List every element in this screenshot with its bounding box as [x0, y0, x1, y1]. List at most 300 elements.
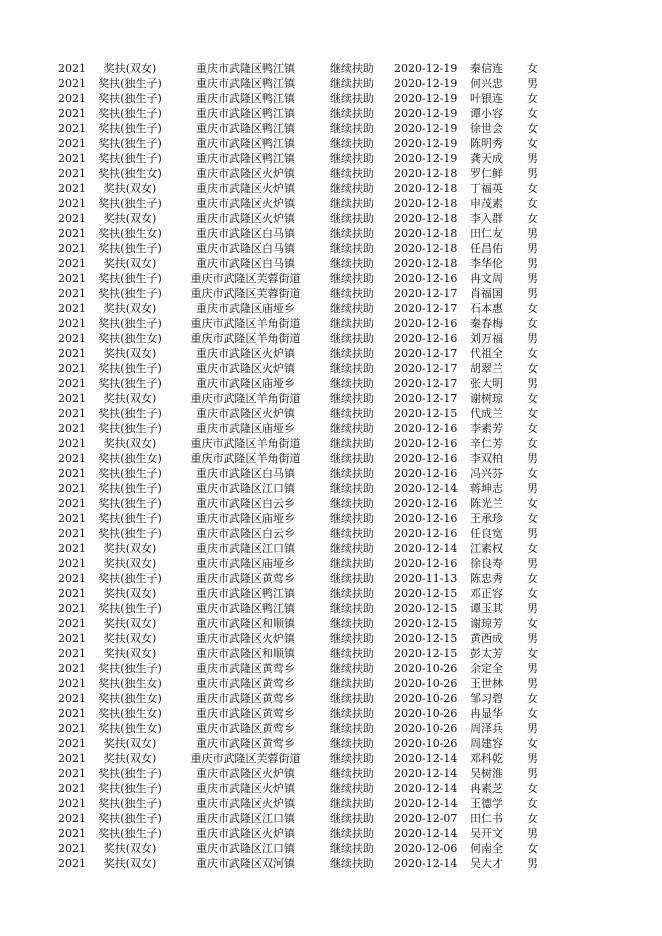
status-cell: 继续扶助: [330, 767, 374, 780]
status-cell: 继续扶助: [330, 437, 374, 450]
gender-cell: 女: [527, 512, 538, 525]
type-cell: 奖扶(独生子): [98, 482, 162, 495]
year-cell: 2021: [58, 647, 86, 660]
type-cell: 奖扶(独生子): [98, 77, 162, 90]
table-row: [0, 526, 662, 541]
gender-cell: 女: [527, 497, 538, 510]
type-cell: 奖扶(独生子): [98, 812, 162, 825]
status-cell: 继续扶助: [330, 152, 374, 165]
year-cell: 2021: [58, 842, 86, 855]
place-cell: 重庆市武隆区芙蓉街道: [190, 287, 301, 300]
name-cell: 辛仁芳: [470, 437, 503, 450]
year-cell: 2021: [58, 152, 86, 165]
year-cell: 2021: [58, 722, 86, 735]
table-row: [0, 241, 662, 256]
table-row: [0, 271, 662, 286]
date-cell: 2020-12-18: [394, 167, 458, 180]
gender-cell: 男: [527, 377, 538, 390]
type-cell: 奖扶(独生子): [98, 197, 162, 210]
gender-cell: 女: [527, 107, 538, 120]
name-cell: 王德学: [470, 797, 503, 810]
gender-cell: 男: [527, 332, 538, 345]
type-cell: 奖扶(独生子): [98, 497, 162, 510]
date-cell: 2020-12-16: [394, 497, 458, 510]
date-cell: 2020-12-15: [394, 632, 458, 645]
place-cell: 重庆市武隆区芙蓉街道: [190, 752, 301, 765]
gender-cell: 女: [527, 467, 538, 480]
gender-cell: 女: [527, 692, 538, 705]
table-row: [0, 331, 662, 346]
status-cell: 继续扶助: [330, 482, 374, 495]
date-cell: 2020-12-19: [394, 62, 458, 75]
place-cell: 重庆市武隆区庙垭乡: [196, 557, 295, 570]
gender-cell: 男: [527, 677, 538, 690]
status-cell: 继续扶助: [330, 572, 374, 585]
table-row: [0, 106, 662, 121]
type-cell: 奖扶(独生女): [98, 452, 162, 465]
name-cell: 申茂素: [470, 197, 503, 210]
date-cell: 2020-11-13: [394, 572, 458, 585]
place-cell: 重庆市武隆区火炉镇: [196, 167, 295, 180]
status-cell: 继续扶助: [330, 707, 374, 720]
status-cell: 继续扶助: [330, 62, 374, 75]
type-cell: 奖扶(独生子): [98, 512, 162, 525]
name-cell: 徐良寿: [470, 557, 503, 570]
year-cell: 2021: [58, 692, 86, 705]
place-cell: 重庆市武隆区和顺镇: [196, 617, 295, 630]
gender-cell: 女: [527, 782, 538, 795]
gender-cell: 女: [527, 347, 538, 360]
status-cell: 继续扶助: [330, 197, 374, 210]
table-row: [0, 61, 662, 76]
status-cell: 继续扶助: [330, 167, 374, 180]
table-row: [0, 706, 662, 721]
year-cell: 2021: [58, 797, 86, 810]
gender-cell: 女: [527, 572, 538, 585]
place-cell: 重庆市武隆区和顺镇: [196, 647, 295, 660]
status-cell: 继续扶助: [330, 602, 374, 615]
year-cell: 2021: [58, 737, 86, 750]
year-cell: 2021: [58, 62, 86, 75]
name-cell: 吴开文: [470, 827, 503, 840]
table-row: [0, 406, 662, 421]
place-cell: 重庆市武隆区白马镇: [196, 467, 295, 480]
gender-cell: 女: [527, 302, 538, 315]
status-cell: 继续扶助: [330, 557, 374, 570]
place-cell: 重庆市武隆区黄莺乡: [196, 707, 295, 720]
place-cell: 重庆市武隆区火炉镇: [196, 197, 295, 210]
type-cell: 奖扶(双女): [103, 257, 157, 270]
type-cell: 奖扶(独生女): [98, 692, 162, 705]
gender-cell: 女: [527, 842, 538, 855]
table-row: [0, 166, 662, 181]
type-cell: 奖扶(独生女): [98, 227, 162, 240]
date-cell: 2020-12-17: [394, 302, 458, 315]
place-cell: 重庆市武隆区白云乡: [196, 497, 295, 510]
table-row: [0, 226, 662, 241]
table-row: [0, 301, 662, 316]
year-cell: 2021: [58, 122, 86, 135]
table-row: [0, 856, 662, 871]
status-cell: 继续扶助: [330, 317, 374, 330]
year-cell: 2021: [58, 407, 86, 420]
type-cell: 奖扶(双女): [103, 617, 157, 630]
place-cell: 重庆市武隆区火炉镇: [196, 782, 295, 795]
status-cell: 继续扶助: [330, 692, 374, 705]
status-cell: 继续扶助: [330, 227, 374, 240]
place-cell: 重庆市武隆区江口镇: [196, 812, 295, 825]
name-cell: 王承珍: [470, 512, 503, 525]
gender-cell: 男: [527, 242, 538, 255]
date-cell: 2020-12-16: [394, 437, 458, 450]
date-cell: 2020-12-15: [394, 407, 458, 420]
table-row: [0, 571, 662, 586]
type-cell: 奖扶(双女): [103, 587, 157, 600]
place-cell: 重庆市武隆区羊角街道: [190, 437, 301, 450]
gender-cell: 男: [527, 272, 538, 285]
place-cell: 重庆市武隆区羊角街道: [190, 392, 301, 405]
status-cell: 继续扶助: [330, 857, 374, 870]
name-cell: 王世林: [470, 677, 503, 690]
table-row: [0, 181, 662, 196]
place-cell: 重庆市武隆区鸭江镇: [196, 122, 295, 135]
date-cell: 2020-12-16: [394, 527, 458, 540]
name-cell: 江素权: [470, 542, 503, 555]
year-cell: 2021: [58, 92, 86, 105]
table-row: [0, 796, 662, 811]
place-cell: 重庆市武隆区白马镇: [196, 227, 295, 240]
type-cell: 奖扶(双女): [103, 302, 157, 315]
status-cell: 继续扶助: [330, 647, 374, 660]
table-row: [0, 91, 662, 106]
table-row: [0, 826, 662, 841]
name-cell: 蒋坤志: [470, 482, 503, 495]
place-cell: 重庆市武隆区羊角街道: [190, 317, 301, 330]
gender-cell: 女: [527, 437, 538, 450]
data-table: [0, 61, 662, 871]
table-row: [0, 451, 662, 466]
date-cell: 2020-12-15: [394, 647, 458, 660]
place-cell: 重庆市武隆区鸭江镇: [196, 587, 295, 600]
type-cell: 奖扶(双女): [103, 437, 157, 450]
table-row: [0, 616, 662, 631]
date-cell: 2020-10-26: [394, 722, 458, 735]
place-cell: 重庆市武隆区火炉镇: [196, 767, 295, 780]
table-row: [0, 601, 662, 616]
gender-cell: 男: [527, 662, 538, 675]
name-cell: 张大明: [470, 377, 503, 390]
gender-cell: 女: [527, 647, 538, 660]
place-cell: 重庆市武隆区羊角街道: [190, 452, 301, 465]
gender-cell: 女: [527, 542, 538, 555]
name-cell: 任良宽: [470, 527, 503, 540]
place-cell: 重庆市武隆区火炉镇: [196, 632, 295, 645]
status-cell: 继续扶助: [330, 467, 374, 480]
type-cell: 奖扶(独生子): [98, 767, 162, 780]
date-cell: 2020-12-18: [394, 182, 458, 195]
gender-cell: 男: [527, 287, 538, 300]
place-cell: 重庆市武隆区庙垭乡: [196, 512, 295, 525]
table-row: [0, 361, 662, 376]
gender-cell: 男: [527, 452, 538, 465]
type-cell: 奖扶(独生子): [98, 572, 162, 585]
place-cell: 重庆市武隆区鸭江镇: [196, 602, 295, 615]
date-cell: 2020-12-16: [394, 452, 458, 465]
type-cell: 奖扶(独生子): [98, 92, 162, 105]
name-cell: 陈忠秀: [470, 572, 503, 585]
type-cell: 奖扶(独生子): [98, 272, 162, 285]
place-cell: 重庆市武隆区庙垭乡: [196, 377, 295, 390]
place-cell: 重庆市武隆区白马镇: [196, 257, 295, 270]
type-cell: 奖扶(双女): [103, 842, 157, 855]
gender-cell: 女: [527, 797, 538, 810]
status-cell: 继续扶助: [330, 257, 374, 270]
status-cell: 继续扶助: [330, 392, 374, 405]
status-cell: 继续扶助: [330, 92, 374, 105]
gender-cell: 女: [527, 317, 538, 330]
date-cell: 2020-12-16: [394, 512, 458, 525]
type-cell: 奖扶(双女): [103, 392, 157, 405]
name-cell: 吴树淮: [470, 767, 503, 780]
year-cell: 2021: [58, 272, 86, 285]
type-cell: 奖扶(独生子): [98, 422, 162, 435]
year-cell: 2021: [58, 362, 86, 375]
name-cell: 邓正容: [470, 587, 503, 600]
date-cell: 2020-12-19: [394, 107, 458, 120]
status-cell: 继续扶助: [330, 242, 374, 255]
gender-cell: 男: [527, 632, 538, 645]
place-cell: 重庆市武隆区白马镇: [196, 242, 295, 255]
table-row: [0, 841, 662, 856]
name-cell: 秦春梅: [470, 317, 503, 330]
date-cell: 2020-12-18: [394, 212, 458, 225]
date-cell: 2020-12-18: [394, 242, 458, 255]
gender-cell: 女: [527, 362, 538, 375]
type-cell: 奖扶(独生子): [98, 407, 162, 420]
status-cell: 继续扶助: [330, 782, 374, 795]
status-cell: 继续扶助: [330, 662, 374, 675]
date-cell: 2020-12-15: [394, 617, 458, 630]
gender-cell: 男: [527, 752, 538, 765]
type-cell: 奖扶(双女): [103, 647, 157, 660]
status-cell: 继续扶助: [330, 107, 374, 120]
gender-cell: 男: [527, 767, 538, 780]
table-row: [0, 481, 662, 496]
gender-cell: 男: [527, 152, 538, 165]
year-cell: 2021: [58, 827, 86, 840]
place-cell: 重庆市武隆区鸭江镇: [196, 92, 295, 105]
name-cell: 任昌佑: [470, 242, 503, 255]
table-row: [0, 316, 662, 331]
type-cell: 奖扶(独生子): [98, 122, 162, 135]
place-cell: 重庆市武隆区火炉镇: [196, 182, 295, 195]
gender-cell: 女: [527, 587, 538, 600]
status-cell: 继续扶助: [330, 797, 374, 810]
type-cell: 奖扶(独生子): [98, 602, 162, 615]
type-cell: 奖扶(独生子): [98, 827, 162, 840]
type-cell: 奖扶(独生子): [98, 137, 162, 150]
year-cell: 2021: [58, 422, 86, 435]
date-cell: 2020-12-16: [394, 272, 458, 285]
status-cell: 继续扶助: [330, 287, 374, 300]
name-cell: 田仁书: [470, 812, 503, 825]
name-cell: 代祖全: [470, 347, 503, 360]
table-row: [0, 511, 662, 526]
year-cell: 2021: [58, 347, 86, 360]
status-cell: 继续扶助: [330, 587, 374, 600]
type-cell: 奖扶(独生子): [98, 467, 162, 480]
gender-cell: 男: [527, 167, 538, 180]
gender-cell: 女: [527, 737, 538, 750]
year-cell: 2021: [58, 497, 86, 510]
gender-cell: 女: [527, 617, 538, 630]
name-cell: 邹习碧: [470, 692, 503, 705]
year-cell: 2021: [58, 542, 86, 555]
gender-cell: 女: [527, 392, 538, 405]
place-cell: 重庆市武隆区鸭江镇: [196, 62, 295, 75]
place-cell: 重庆市武隆区火炉镇: [196, 407, 295, 420]
status-cell: 继续扶助: [330, 302, 374, 315]
place-cell: 重庆市武隆区庙垭乡: [196, 422, 295, 435]
place-cell: 重庆市武隆区庙垭乡: [196, 302, 295, 315]
date-cell: 2020-12-17: [394, 287, 458, 300]
type-cell: 奖扶(独生子): [98, 287, 162, 300]
date-cell: 2020-12-14: [394, 827, 458, 840]
status-cell: 继续扶助: [330, 632, 374, 645]
date-cell: 2020-12-17: [394, 347, 458, 360]
gender-cell: 女: [527, 92, 538, 105]
date-cell: 2020-12-19: [394, 152, 458, 165]
table-row: [0, 736, 662, 751]
status-cell: 继续扶助: [330, 842, 374, 855]
gender-cell: 女: [527, 62, 538, 75]
table-row: [0, 721, 662, 736]
year-cell: 2021: [58, 557, 86, 570]
year-cell: 2021: [58, 137, 86, 150]
name-cell: 李素芳: [470, 422, 503, 435]
year-cell: 2021: [58, 662, 86, 675]
table-row: [0, 136, 662, 151]
date-cell: 2020-12-06: [394, 842, 458, 855]
status-cell: 继续扶助: [330, 212, 374, 225]
year-cell: 2021: [58, 587, 86, 600]
year-cell: 2021: [58, 782, 86, 795]
year-cell: 2021: [58, 812, 86, 825]
status-cell: 继续扶助: [330, 407, 374, 420]
type-cell: 奖扶(独生女): [98, 722, 162, 735]
type-cell: 奖扶(独生子): [98, 782, 162, 795]
year-cell: 2021: [58, 452, 86, 465]
date-cell: 2020-10-26: [394, 662, 458, 675]
place-cell: 重庆市武隆区鸭江镇: [196, 107, 295, 120]
type-cell: 奖扶(双女): [103, 542, 157, 555]
type-cell: 奖扶(独生女): [98, 167, 162, 180]
gender-cell: 男: [527, 257, 538, 270]
status-cell: 继续扶助: [330, 497, 374, 510]
gender-cell: 女: [527, 137, 538, 150]
date-cell: 2020-12-16: [394, 557, 458, 570]
gender-cell: 男: [527, 527, 538, 540]
date-cell: 2020-12-17: [394, 392, 458, 405]
name-cell: 陈明秀: [470, 137, 503, 150]
year-cell: 2021: [58, 482, 86, 495]
place-cell: 重庆市武隆区黄莺乡: [196, 662, 295, 675]
year-cell: 2021: [58, 332, 86, 345]
date-cell: 2020-10-26: [394, 677, 458, 690]
year-cell: 2021: [58, 527, 86, 540]
name-cell: 李入群: [470, 212, 503, 225]
year-cell: 2021: [58, 287, 86, 300]
gender-cell: 男: [527, 482, 538, 495]
year-cell: 2021: [58, 227, 86, 240]
table-row: [0, 466, 662, 481]
table-row: [0, 556, 662, 571]
date-cell: 2020-12-14: [394, 482, 458, 495]
year-cell: 2021: [58, 752, 86, 765]
date-cell: 2020-12-07: [394, 812, 458, 825]
gender-cell: 男: [527, 857, 538, 870]
status-cell: 继续扶助: [330, 677, 374, 690]
status-cell: 继续扶助: [330, 332, 374, 345]
date-cell: 2020-12-14: [394, 752, 458, 765]
date-cell: 2020-12-19: [394, 77, 458, 90]
gender-cell: 男: [527, 602, 538, 615]
name-cell: 刘万福: [470, 332, 503, 345]
table-row: [0, 661, 662, 676]
year-cell: 2021: [58, 107, 86, 120]
gender-cell: 男: [527, 557, 538, 570]
status-cell: 继续扶助: [330, 77, 374, 90]
date-cell: 2020-10-26: [394, 707, 458, 720]
type-cell: 奖扶(独生子): [98, 317, 162, 330]
place-cell: 重庆市武隆区羊角街道: [190, 332, 301, 345]
name-cell: 丁福英: [470, 182, 503, 195]
date-cell: 2020-12-14: [394, 797, 458, 810]
place-cell: 重庆市武隆区黄莺乡: [196, 737, 295, 750]
name-cell: 吴大才: [470, 857, 503, 870]
name-cell: 冉显华: [470, 707, 503, 720]
table-row: [0, 76, 662, 91]
year-cell: 2021: [58, 182, 86, 195]
table-row: [0, 376, 662, 391]
name-cell: 罗仁鲜: [470, 167, 503, 180]
table-row: [0, 766, 662, 781]
name-cell: 龚天成: [470, 152, 503, 165]
type-cell: 奖扶(独生子): [98, 527, 162, 540]
place-cell: 重庆市武隆区江口镇: [196, 482, 295, 495]
status-cell: 继续扶助: [330, 752, 374, 765]
name-cell: 谭玉其: [470, 602, 503, 615]
name-cell: 谭小容: [470, 107, 503, 120]
year-cell: 2021: [58, 632, 86, 645]
year-cell: 2021: [58, 602, 86, 615]
name-cell: 李华伦: [470, 257, 503, 270]
table-row: [0, 676, 662, 691]
table-row: [0, 751, 662, 766]
place-cell: 重庆市武隆区火炉镇: [196, 347, 295, 360]
place-cell: 重庆市武隆区黄莺乡: [196, 572, 295, 585]
name-cell: 何兴忠: [470, 77, 503, 90]
type-cell: 奖扶(双女): [103, 212, 157, 225]
year-cell: 2021: [58, 707, 86, 720]
status-cell: 继续扶助: [330, 452, 374, 465]
year-cell: 2021: [58, 197, 86, 210]
table-row: [0, 496, 662, 511]
date-cell: 2020-12-15: [394, 602, 458, 615]
gender-cell: 女: [527, 422, 538, 435]
year-cell: 2021: [58, 767, 86, 780]
table-row: [0, 586, 662, 601]
